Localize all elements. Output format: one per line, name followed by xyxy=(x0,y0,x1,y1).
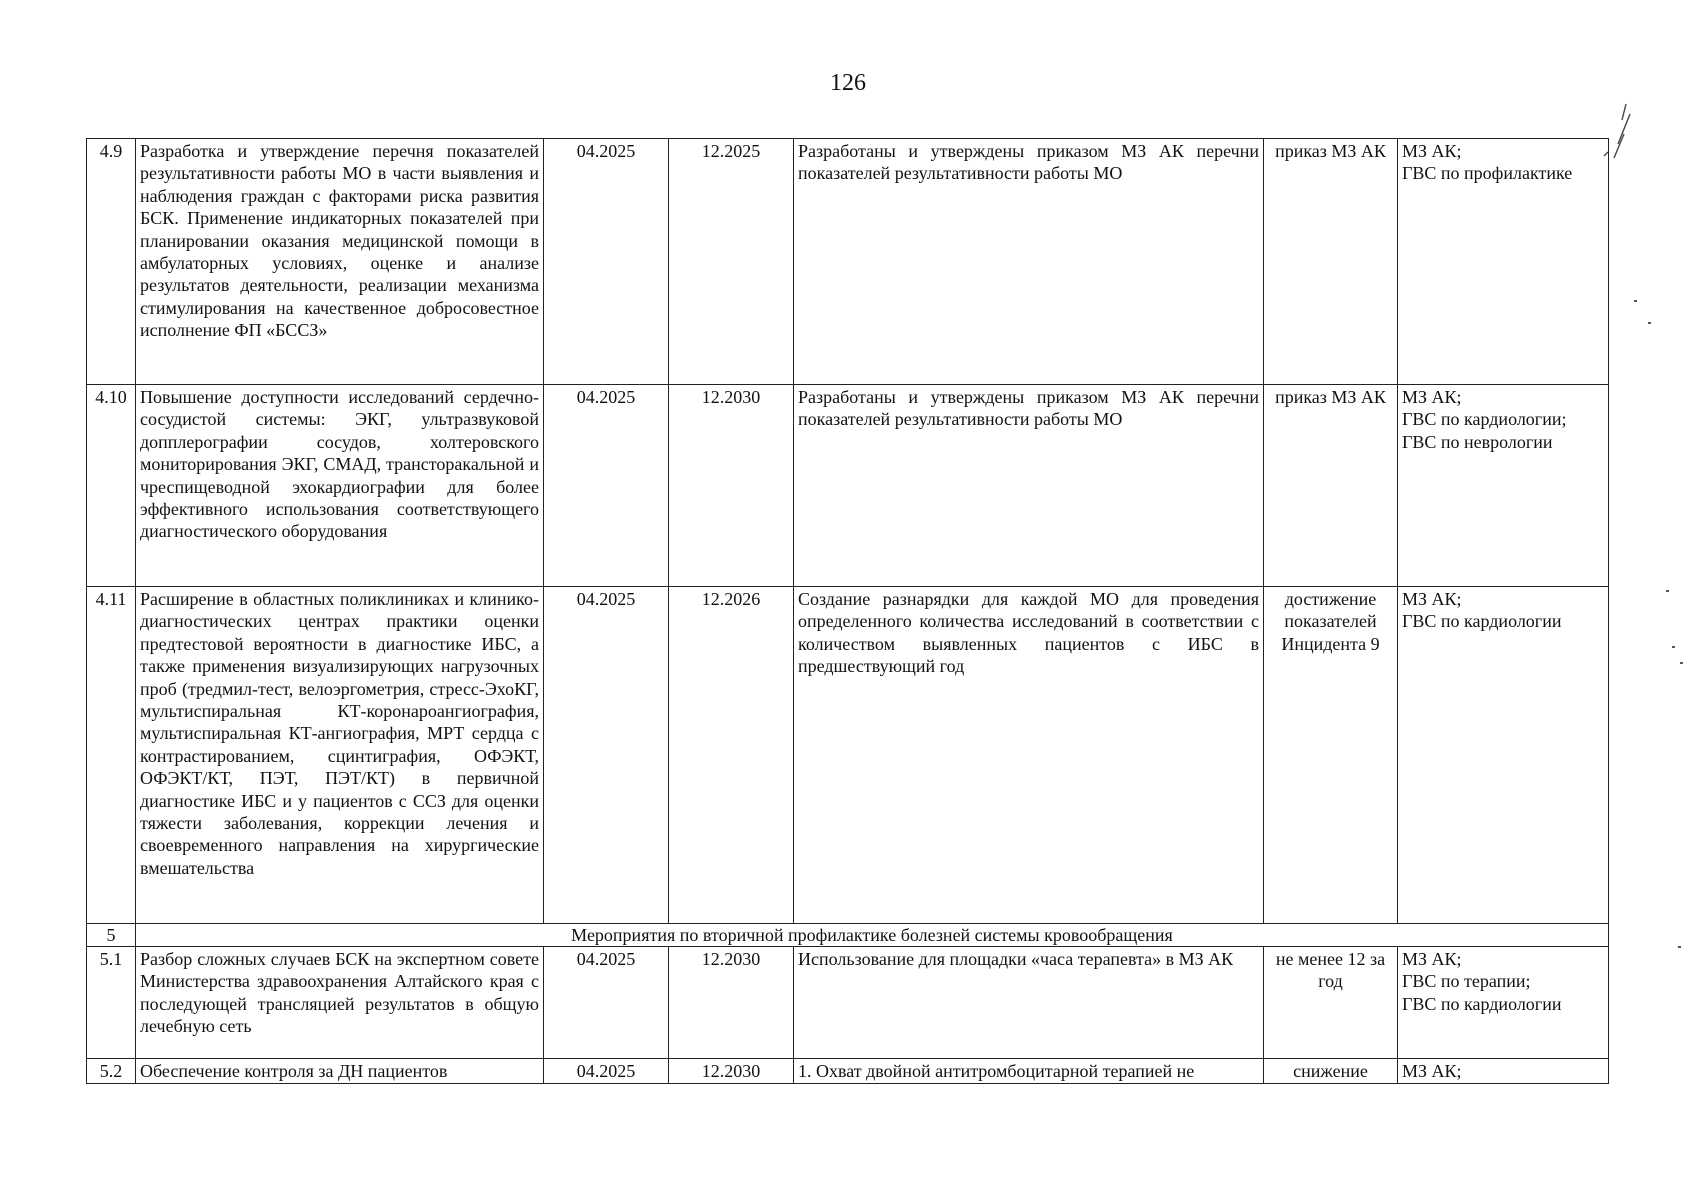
row-number: 4.10 xyxy=(87,385,136,587)
table-row xyxy=(87,587,1609,924)
section-number: 5 xyxy=(87,924,136,947)
page-number: 126 xyxy=(830,70,866,96)
responsible-cell xyxy=(1398,587,1609,924)
table-row xyxy=(87,385,1609,587)
action-cell: Разработка и утверждение перечня показателей результативности работы МО в части выявления и наблюдения граждан с факторами риска развития БСК. Применение индикаторных показателей при планировании оказания медицинской помощи в амбулаторных условиях, оценке и анализе результатов деятельности, реализации механизма стимулирования на качественное добросовестное исполнение ФП «БССЗ» xyxy=(136,139,544,385)
scan-speck xyxy=(1634,300,1637,302)
action-cell: Повышение доступности исследований сердечно-сосудистой системы: ЭКГ, ультразвуковой допплерографии сосудов, холтеровского мониторирования ЭКГ, СМАД, трансторакальной и чреспищеводной эхокардиографии для более эффективного использования соответствующего диагностического оборудования xyxy=(136,385,544,587)
result-cell: Разработаны и утверждены приказом МЗ АК перечни показателей результативности работы МО xyxy=(794,385,1264,587)
responsible-line: МЗ АК; xyxy=(1402,1061,1462,1081)
action-cell: Разбор сложных случаев БСК на экспертном совете Министерства здравоохранения Алтайского края с последующей трансляцией результатов в общую лечебную сеть xyxy=(136,947,544,1059)
responsible-line: ГВС по неврологии xyxy=(1402,431,1553,452)
responsible-line: МЗ АК; xyxy=(1402,141,1462,161)
pencil-mark-icon xyxy=(1596,100,1636,170)
indicator-cell: снижение xyxy=(1264,1059,1398,1084)
responsible-cell xyxy=(1398,1059,1609,1084)
indicator-cell: достижение показателей Инцидента 9 xyxy=(1264,587,1398,924)
responsible-cell xyxy=(1398,947,1609,1059)
action-plan-table xyxy=(86,138,1609,1084)
responsible-line: ГВС по кардиологии xyxy=(1402,993,1562,1014)
row-number: 4.11 xyxy=(87,587,136,924)
responsible-line: ГВС по профилактике xyxy=(1402,163,1573,184)
table-row xyxy=(87,1059,1609,1084)
section-header-row xyxy=(87,924,1609,947)
result-cell: Использование для площадки «часа терапевта» в МЗ АК xyxy=(794,947,1264,1059)
table-row xyxy=(87,139,1609,385)
scan-speck xyxy=(1666,590,1669,592)
responsible-line: МЗ АК; xyxy=(1402,589,1462,609)
indicator-cell: не менее 12 за год xyxy=(1264,947,1398,1059)
row-number: 5.1 xyxy=(87,947,136,1059)
scan-speck xyxy=(1648,322,1651,324)
responsible-line: ГВС по терапии; xyxy=(1402,971,1531,992)
end-date-cell: 12.2030 xyxy=(669,385,794,587)
row-number: 4.9 xyxy=(87,139,136,385)
end-date-cell: 12.2030 xyxy=(669,1059,794,1084)
responsible-line: МЗ АК; xyxy=(1402,949,1462,969)
end-date-cell: 12.2030 xyxy=(669,947,794,1059)
action-cell: Расширение в областных поликлиниках и клинико-диагностических центрах практики оценки предтестовой вероятности в диагностике ИБС, а также применения визуализирующих нагрузочных проб (тредмил-тест, велоэргометрия, стресс-ЭхоКГ, мультиспиральная КТ-коронароангиография, мультиспиральная КТ-ангиография, МРТ сердца с контрастированием, сцинтиграфия, ОФЭКТ, ОФЭКТ/КТ, ПЭТ, ПЭТ/КТ) в первичной диагностике ИБС и у пациентов с ССЗ для оценки тяжести заболевания, коррекции лечения и своевременного направления на хирургические вмешательства xyxy=(136,587,544,924)
start-date-cell: 04.2025 xyxy=(544,139,669,385)
scan-speck xyxy=(1678,946,1681,948)
end-date-cell: 12.2025 xyxy=(669,139,794,385)
start-date-cell: 04.2025 xyxy=(544,385,669,587)
action-cell: Обеспечение контроля за ДН пациентов xyxy=(136,1059,544,1084)
result-cell: Разработаны и утверждены приказом МЗ АК перечни показателей результативности работы МО xyxy=(794,139,1264,385)
table-row xyxy=(87,947,1609,1059)
scan-speck xyxy=(1672,646,1675,648)
start-date-cell: 04.2025 xyxy=(544,947,669,1059)
responsible-line: МЗ АК; xyxy=(1402,387,1462,407)
start-date-cell: 04.2025 xyxy=(544,587,669,924)
end-date-cell: 12.2026 xyxy=(669,587,794,924)
scan-speck xyxy=(1680,662,1683,664)
responsible-cell xyxy=(1398,385,1609,587)
result-cell: Создание разнарядки для каждой МО для проведения определенного количества исследований в соответствии с количеством выявленных пациентов с ИБС в предшествующий год xyxy=(794,587,1264,924)
responsible-line: ГВС по кардиологии xyxy=(1402,611,1562,632)
section-title: Мероприятия по вторичной профилактике болезней системы кровообращения xyxy=(136,924,1609,947)
responsible-line: ГВС по кардиологии; xyxy=(1402,409,1567,430)
indicator-cell: приказ МЗ АК xyxy=(1264,139,1398,385)
responsible-cell xyxy=(1398,139,1609,385)
result-cell: 1. Охват двойной антитромбоцитарной терапией не xyxy=(794,1059,1264,1084)
row-number: 5.2 xyxy=(87,1059,136,1084)
start-date-cell: 04.2025 xyxy=(544,1059,669,1084)
indicator-cell: приказ МЗ АК xyxy=(1264,385,1398,587)
